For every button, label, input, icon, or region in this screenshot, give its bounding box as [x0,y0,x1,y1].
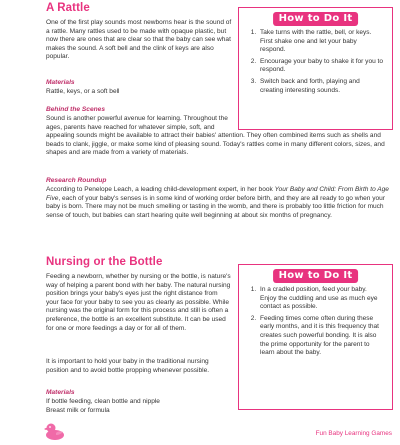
rattle-step: 3. Switch back and forth, playing and creating interesting sounds. [258,78,384,95]
nursing-step: 1. In a cradled position, feed your baby. Enjoy the cuddling and use as much eye contact as possible. [258,286,384,312]
rattle-research: According to Penelope Leach, a leading child-development expert, in her book Your Baby and Child: From Birth to Age Five, each of your baby's senses is in some kind of working order before birth, and they are all ready to go when your baby is born. There may not be much smelling or tasting in the womb, and there is probably too little friction for much sense of touch, but babies can start hearing quite well beginning at about six months of pregnancy. [46,186,389,219]
rattle-how-to-box [238,7,393,130]
nursing-paragraph-1: Feeding a newborn, whether by nursing or the bottle, is nature's way of helping a parent bond with her baby. The natural nursing position brings your baby's eyes just the right distance from your face for your baby to see you as clearly as possible. While nursing was the original form for this process and still is often a preference, the bottle is an excellent substitute. It can be used for one or more feedings a day or for all of them. [46,273,231,332]
rattle-research-heading: Research Roundup [46,177,107,184]
nursing-materials-heading: Materials [46,389,75,396]
rattle-step: 2. Encourage your baby to shake it for you to respond. [258,58,384,75]
rattle-materials: Rattle, keys, or a soft bell [46,88,120,95]
nursing-paragraph-2: It is important to hold your baby in the traditional nursing position and to avoid bottle propping whenever possible. [46,358,210,374]
nursing-how-to-title: How to Do It [273,269,359,283]
rattle-step: 1. Take turns with the rattle, bell, or keys. First shake one and let your baby respond. [258,29,384,55]
footer-book-title: Fun Baby Learning Games [315,430,392,437]
nursing-title: Nursing or the Bottle [46,256,163,268]
rattle-scenes-a: Sound is another powerful avenue for learning. Throughout the ages, parents have reached for whatever simple, soft, and [46,115,228,131]
nursing-step: 2. Feeding times come often during these early months, and it is this frequency that creates such powerful bonding. It is also the prime opportunity for the parent to learn about the baby. [258,315,384,358]
duck-icon [44,421,66,441]
book-title: Your Baby and Child: From Birth to Age Five [46,186,389,202]
rattle-intro: One of the first play sounds most newborns hear is the sound of a rattle. Many rattles used to be made with opaque plastic, but now there are ones that are clear so that the baby can see what makes the sound. A soft bell and the clink of keys are also popular. [46,19,232,61]
rattle-materials-heading: Materials [46,79,75,86]
rattle-scenes-b: appealing sounds might be available to attract their babies' attention. They often combined items such as shells and beads to clank, jiggle, or make some kind of pleasing sound. Today's rattles come in many different colors, sizes, and shapes and are made from a variety of materials. [46,132,385,157]
nursing-how-to-box [238,264,393,410]
nursing-materials-2: Breast milk or formula [46,406,110,414]
nursing-materials-1: If bottle feeding, clean bottle and nipple [46,398,160,405]
rattle-how-to-title: How to Do It [273,12,359,26]
rattle-title: A Rattle [46,2,90,14]
rattle-scenes-heading: Behind the Scenes [46,106,105,113]
nursing-steps [246,286,384,361]
rattle-steps [246,29,384,98]
